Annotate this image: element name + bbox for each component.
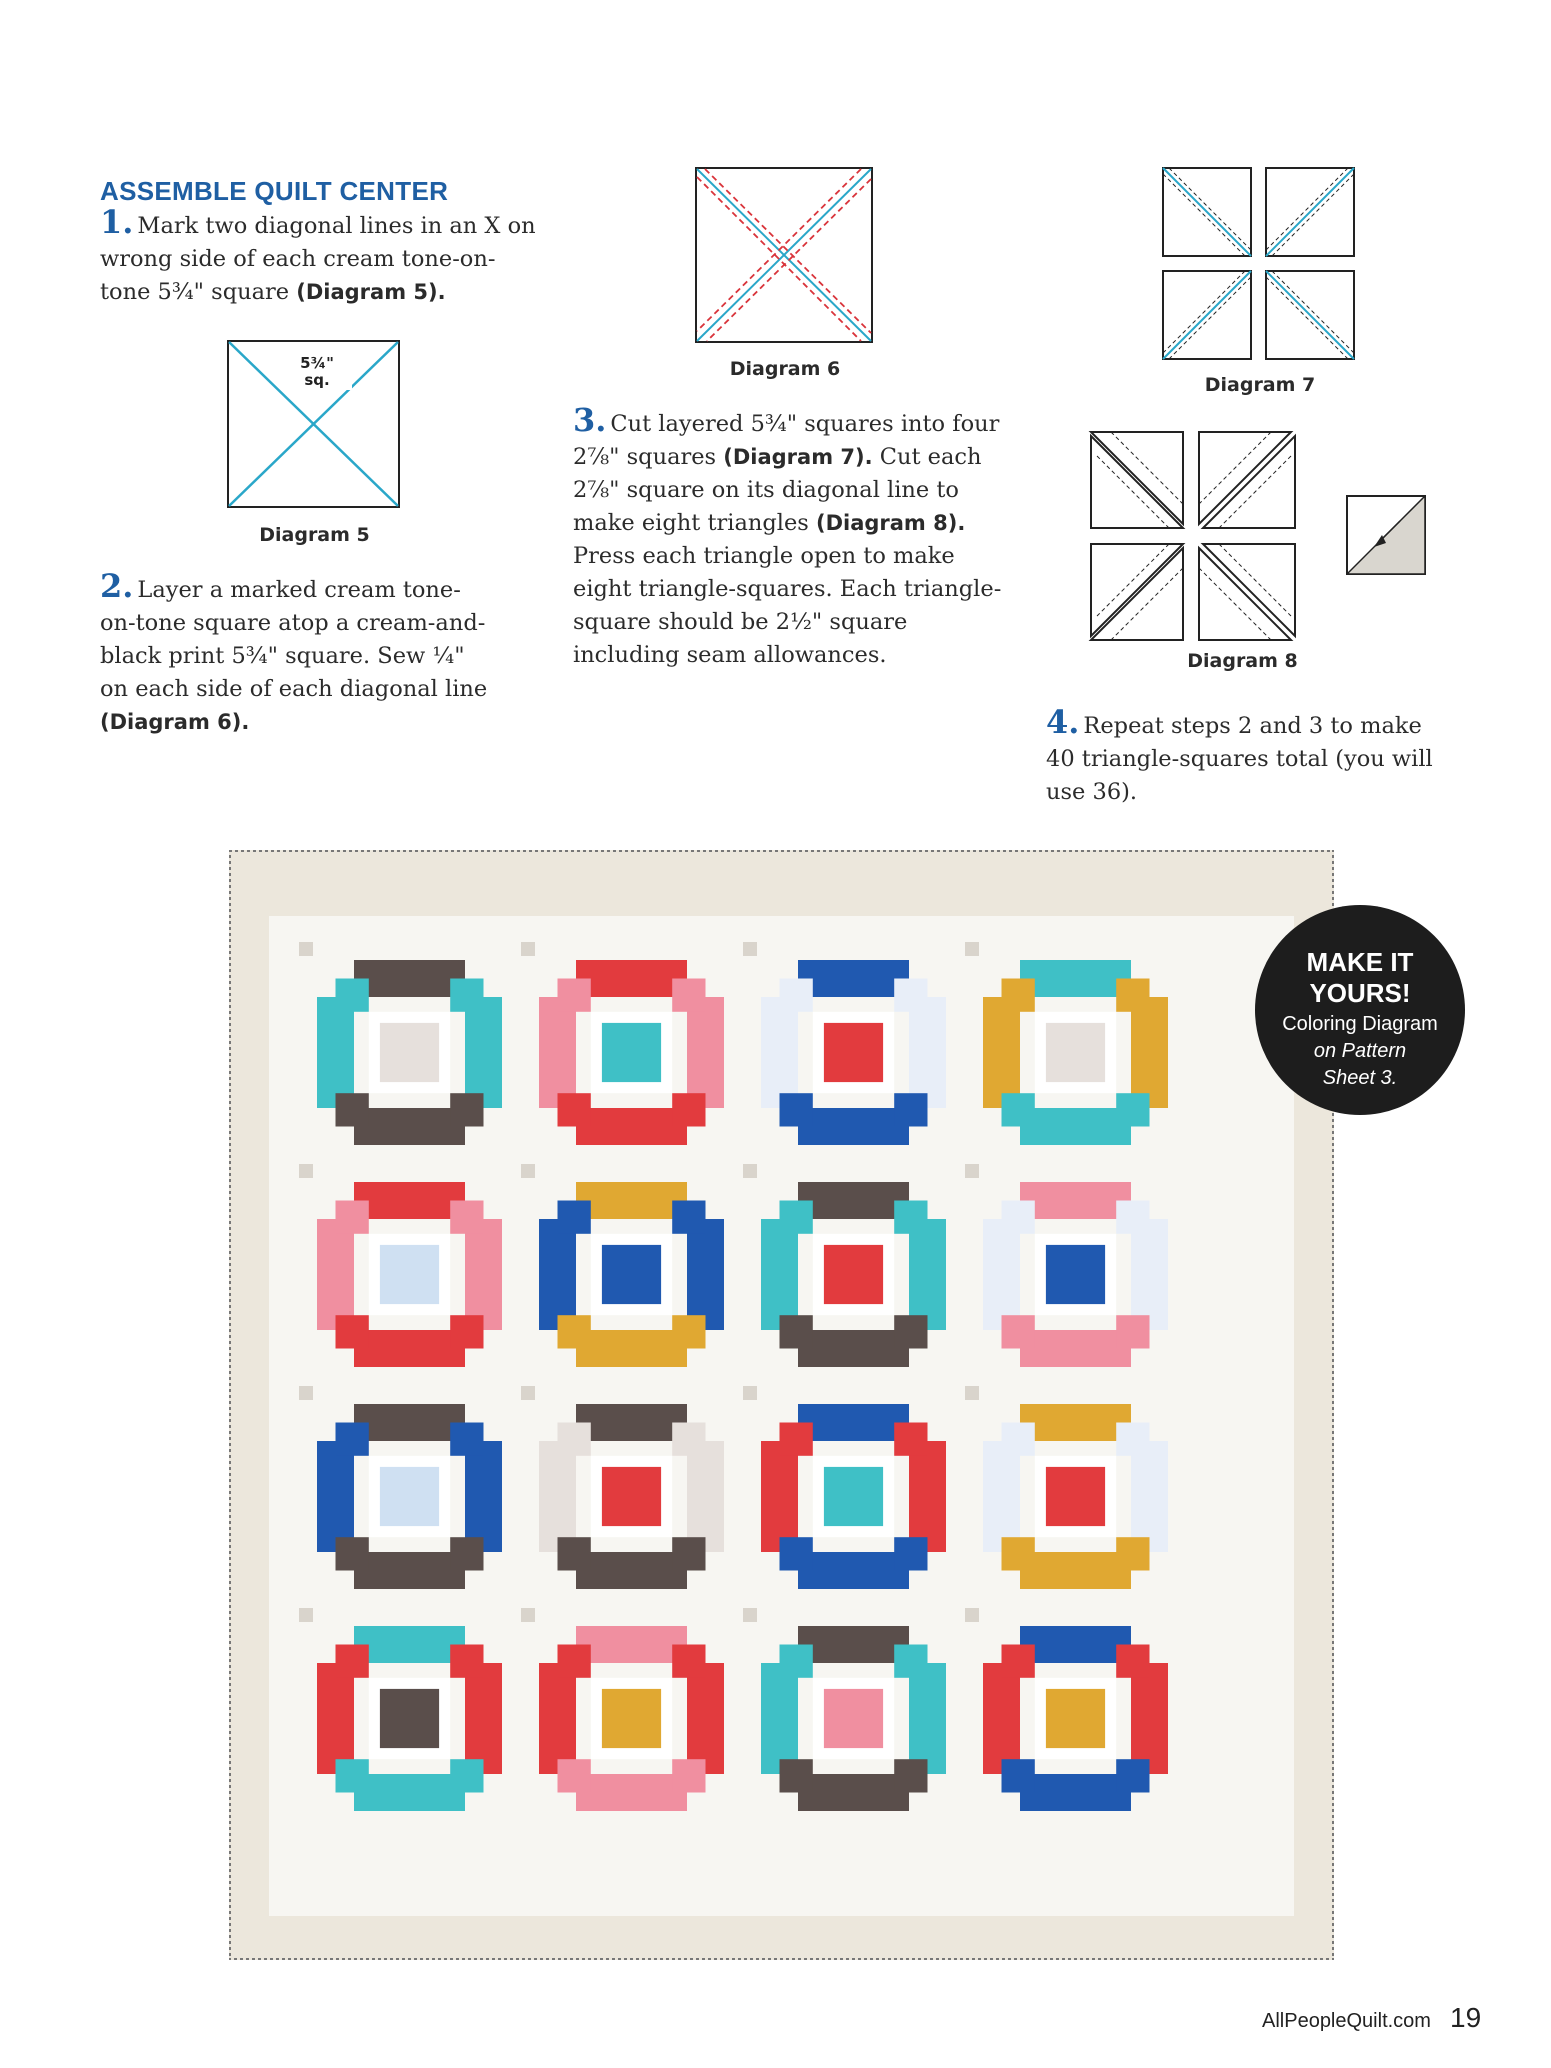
quilt-patch — [761, 1441, 798, 1552]
quilt-patch — [450, 1201, 483, 1234]
quilt-patch — [558, 1423, 591, 1456]
diagram-6 — [695, 167, 875, 345]
quilt-patch — [539, 1663, 576, 1774]
diagram-7-caption: Diagram 7 — [1204, 374, 1316, 396]
quilt-patch — [761, 997, 798, 1108]
quilt-center-patch — [602, 1467, 661, 1526]
quilt-patch — [354, 1626, 465, 1663]
quilt-sash-corner — [521, 1164, 535, 1178]
quilt-patch — [894, 1423, 927, 1456]
quilt-patch — [539, 1219, 576, 1330]
quilt-patch — [336, 1537, 369, 1570]
step-1-line-2: wrong side of each cream tone-on- — [100, 246, 496, 272]
quilt-patch — [450, 1537, 483, 1570]
quilt-patch — [317, 997, 354, 1108]
quilt-patch — [450, 1093, 483, 1126]
quilt-patch — [780, 1423, 813, 1456]
step-3-line-5: Press each triangle open to make — [573, 543, 955, 569]
quilt-patch — [1116, 1093, 1149, 1126]
quilt-patch — [450, 1423, 483, 1456]
quilt-patch — [798, 1108, 909, 1145]
quilt-patch — [761, 1219, 798, 1330]
step-3-line-8: including seam allowances. — [573, 642, 887, 668]
step-4-number: 4. — [1046, 703, 1080, 741]
quilt-sash-corner — [965, 942, 979, 956]
step-1-number: 1. — [100, 203, 134, 241]
quilt-patch — [558, 1315, 591, 1348]
quilt-patch — [1002, 1093, 1035, 1126]
quilt-sash-corner — [521, 1386, 535, 1400]
diagram-8 — [1085, 428, 1310, 650]
quilt-patch — [558, 1093, 591, 1126]
quilt-patch — [576, 960, 687, 997]
quilt-sash-corner — [299, 1164, 313, 1178]
quilt-patch — [465, 1219, 502, 1330]
quilt-patch — [780, 1759, 813, 1792]
quilt-patch — [1116, 1537, 1149, 1570]
quilt-patch — [354, 1404, 465, 1441]
quilt-patch — [1002, 1645, 1035, 1678]
step-3-line-4a: make eight triangles — [573, 510, 816, 536]
quilt-patch — [672, 1093, 705, 1126]
quilt-center-patch — [824, 1023, 883, 1082]
quilt-patch — [780, 1201, 813, 1234]
quilt-patch — [317, 1663, 354, 1774]
diagram-7 — [1160, 165, 1360, 365]
quilt-patch — [450, 1759, 483, 1792]
quilt-sash-corner — [965, 1386, 979, 1400]
quilt-center-patch — [380, 1467, 439, 1526]
quilt-sash-corner — [743, 1608, 757, 1622]
quilt-patch — [1020, 1774, 1131, 1811]
quilt-patch — [798, 960, 909, 997]
quilt-patch — [1116, 1645, 1149, 1678]
quilt-center-patch — [380, 1689, 439, 1748]
step-2-ref: (Diagram 6). — [100, 710, 250, 734]
quilt-patch — [894, 1537, 927, 1570]
quilt-sash-corner — [521, 942, 535, 956]
quilt-patch — [354, 1774, 465, 1811]
quilt-patch — [465, 1441, 502, 1552]
quilt-patch — [909, 1219, 946, 1330]
step-3-line-3: 2⅞" square on its diagonal line to — [573, 477, 959, 503]
diagram-7-square-tl — [1163, 168, 1251, 256]
quilt-center-patch — [1046, 1023, 1105, 1082]
quilt-patch — [1116, 1759, 1149, 1792]
quilt-center-patch — [602, 1023, 661, 1082]
quilt-patch — [1002, 1759, 1035, 1792]
quilt-patch — [672, 1201, 705, 1234]
quilt-patch — [336, 1201, 369, 1234]
diagram-5-label-size: 5¾" — [300, 354, 334, 372]
step-1-line-3: tone 5¾" square — [100, 279, 297, 305]
quilt-patch — [983, 1441, 1020, 1552]
quilt-center-patch — [1046, 1467, 1105, 1526]
quilt-patch — [1020, 1330, 1131, 1367]
diagram-5 — [227, 340, 402, 510]
step-2 — [100, 567, 540, 739]
diagram-8-caption: Diagram 8 — [1187, 650, 1298, 672]
quilt-patch — [894, 1093, 927, 1126]
step-3-line-2b: Cut each — [872, 444, 982, 470]
quilt-patch — [336, 979, 369, 1012]
quilt-patch — [539, 1441, 576, 1552]
badge-line-2: YOURS! — [1309, 978, 1411, 1008]
quilt-patch — [780, 979, 813, 1012]
quilt-patch — [687, 1219, 724, 1330]
quilt-patch — [1116, 979, 1149, 1012]
step-2-line-3: black print 5¾" square. Sew ¼" — [100, 643, 465, 669]
quilt-sash-corner — [521, 1608, 535, 1622]
footer-site[interactable]: AllPeopleQuilt.com — [1262, 2010, 1431, 2032]
quilt-sash-corner — [965, 1608, 979, 1622]
quilt-patch — [354, 1330, 465, 1367]
diagram-5-label-sq: sq. — [304, 371, 330, 389]
step-3-line-2a: 2⅞" squares — [573, 444, 724, 470]
quilt-patch — [576, 1330, 687, 1367]
diagram-7-square-tr — [1266, 168, 1354, 256]
quilt-patch — [687, 1441, 724, 1552]
quilt-sash-corner — [299, 1386, 313, 1400]
step-4-line-3: use 36). — [1046, 779, 1138, 805]
diagram-7-square-bl — [1163, 271, 1251, 359]
quilt-patch — [1002, 1423, 1035, 1456]
quilt-patch — [1020, 1404, 1131, 1441]
quilt-patch — [354, 1108, 465, 1145]
quilt-sash-corner — [743, 942, 757, 956]
quilt-patch — [983, 1219, 1020, 1330]
step-2-line-1: Layer a marked cream tone- — [137, 577, 461, 603]
quilt-patch — [780, 1645, 813, 1678]
quilt-patch — [1020, 1182, 1131, 1219]
badge-line-4: on Pattern — [1313, 1040, 1407, 1062]
quilt-patch — [687, 997, 724, 1108]
quilt-patch — [558, 979, 591, 1012]
step-3-line-6: eight triangle-squares. Each triangle- — [573, 576, 1002, 602]
quilt-patch — [672, 1315, 705, 1348]
step-1-ref: (Diagram 5). — [296, 280, 446, 304]
quilt-patch — [672, 1645, 705, 1678]
quilt-patch — [798, 1330, 909, 1367]
quilt-patch — [336, 1759, 369, 1792]
quilt-patch — [909, 997, 946, 1108]
quilt-patch — [894, 1759, 927, 1792]
quilt-patch — [1020, 1626, 1131, 1663]
quilt-patch — [558, 1645, 591, 1678]
step-4 — [1046, 703, 1486, 809]
step-1 — [100, 203, 540, 309]
quilt-center-patch — [602, 1245, 661, 1304]
quilt-patch — [465, 1663, 502, 1774]
make-it-yours-badge — [1255, 905, 1465, 1115]
step-2-line-4: on each side of each diagonal line — [100, 676, 488, 702]
quilt-patch — [336, 1423, 369, 1456]
quilt-patch — [1131, 1219, 1168, 1330]
quilt-patch — [539, 997, 576, 1108]
quilt-patch — [894, 979, 927, 1012]
quilt-patch — [450, 1645, 483, 1678]
step-3-ref-1: (Diagram 7). — [723, 445, 873, 469]
quilt-center-patch — [380, 1023, 439, 1082]
quilt-patch — [1002, 1537, 1035, 1570]
badge-line-3: Coloring Diagram — [1282, 1013, 1438, 1035]
quilt-patch — [1002, 1315, 1035, 1348]
quilt-patch — [672, 979, 705, 1012]
quilt-patch — [672, 1537, 705, 1570]
quilt-center-patch — [1046, 1245, 1105, 1304]
quilt-patch — [1002, 1201, 1035, 1234]
quilt-patch — [894, 1201, 927, 1234]
quilt-patch — [317, 1441, 354, 1552]
step-2-line-2: on-tone square atop a cream-and- — [100, 610, 486, 636]
quilt-sash-corner — [299, 942, 313, 956]
quilt-patch — [672, 1423, 705, 1456]
quilt-patch — [450, 979, 483, 1012]
quilt-patch — [780, 1315, 813, 1348]
quilt-sash-corner — [299, 1608, 313, 1622]
quilt-patch — [576, 1404, 687, 1441]
badge-line-5: Sheet 3. — [1322, 1067, 1398, 1089]
quilt-patch — [558, 1759, 591, 1792]
quilt-patch — [1020, 960, 1131, 997]
step-1-line-1: Mark two diagonal lines in an X on — [137, 213, 536, 239]
quilt-patch — [354, 960, 465, 997]
quilt-patch — [983, 1663, 1020, 1774]
quilt-patch — [576, 1552, 687, 1589]
quilt-patch — [354, 1552, 465, 1589]
page-number: 19 — [1450, 2002, 1482, 2033]
quilt-patch — [1131, 1663, 1168, 1774]
diagram-8-pressed-unit — [1346, 495, 1428, 577]
quilt-patch — [798, 1552, 909, 1589]
quilt-sash-corner — [743, 1386, 757, 1400]
quilt-patch — [1116, 1201, 1149, 1234]
quilt-patch — [672, 1759, 705, 1792]
quilt-patch — [576, 1182, 687, 1219]
quilt-patch — [336, 1093, 369, 1126]
step-3-line-7: square should be 2½" square — [573, 609, 908, 635]
quilt-patch — [909, 1663, 946, 1774]
quilt-patch — [576, 1108, 687, 1145]
quilt-patch — [558, 1537, 591, 1570]
quilt-patch — [687, 1663, 724, 1774]
quilt-center-patch — [824, 1245, 883, 1304]
quilt-patch — [1131, 1441, 1168, 1552]
quilt-patch — [558, 1201, 591, 1234]
quilt-patch — [1131, 997, 1168, 1108]
diagram-5-caption: Diagram 5 — [259, 524, 370, 546]
quilt-patch — [576, 1774, 687, 1811]
quilt-patch — [336, 1645, 369, 1678]
quilt-patch — [354, 1182, 465, 1219]
quilt-patch — [1116, 1423, 1149, 1456]
quilt-patch — [317, 1219, 354, 1330]
quilt-center-patch — [1046, 1689, 1105, 1748]
quilt-patch — [798, 1182, 909, 1219]
quilt-patch — [798, 1404, 909, 1441]
quilt-patch — [336, 1315, 369, 1348]
step-3-ref-2: (Diagram 8). — [815, 511, 966, 535]
quilt-patch — [780, 1537, 813, 1570]
diagram-7-square-br — [1266, 271, 1354, 359]
quilt-patch — [761, 1663, 798, 1774]
quilt-patch — [1020, 1108, 1131, 1145]
step-3 — [573, 401, 1013, 672]
quilt-patch — [909, 1441, 946, 1552]
section-heading: ASSEMBLE QUILT CENTER — [100, 176, 449, 206]
quilt-sash-corner — [965, 1164, 979, 1178]
quilt-center-patch — [824, 1689, 883, 1748]
quilt-patch — [894, 1645, 927, 1678]
quilt-patch — [1020, 1552, 1131, 1589]
step-3-line-1: Cut layered 5¾" squares into four — [610, 411, 1000, 437]
step-2-number: 2. — [100, 567, 134, 605]
badge-line-1: MAKE IT — [1306, 947, 1414, 977]
step-3-number: 3. — [573, 401, 607, 439]
quilt-patch — [894, 1315, 927, 1348]
step-4-line-2: 40 triangle-squares total (you will — [1046, 746, 1433, 772]
quilt-patch — [465, 997, 502, 1108]
quilt-center-patch — [824, 1467, 883, 1526]
quilt-patch — [983, 997, 1020, 1108]
quilt-patch — [798, 1774, 909, 1811]
quilt-patch — [576, 1626, 687, 1663]
quilt-patch — [780, 1093, 813, 1126]
quilt-center-patch — [380, 1245, 439, 1304]
quilt-patch — [1116, 1315, 1149, 1348]
quilt-sash-corner — [743, 1164, 757, 1178]
quilt-patch — [450, 1315, 483, 1348]
step-4-line-1: Repeat steps 2 and 3 to make — [1083, 713, 1422, 739]
quilt-illustration — [229, 850, 1334, 1960]
quilt-center-patch — [602, 1689, 661, 1748]
diagram-6-caption: Diagram 6 — [729, 358, 841, 380]
quilt-photo — [229, 850, 1334, 1960]
quilt-patch — [798, 1626, 909, 1663]
quilt-patch — [1002, 979, 1035, 1012]
